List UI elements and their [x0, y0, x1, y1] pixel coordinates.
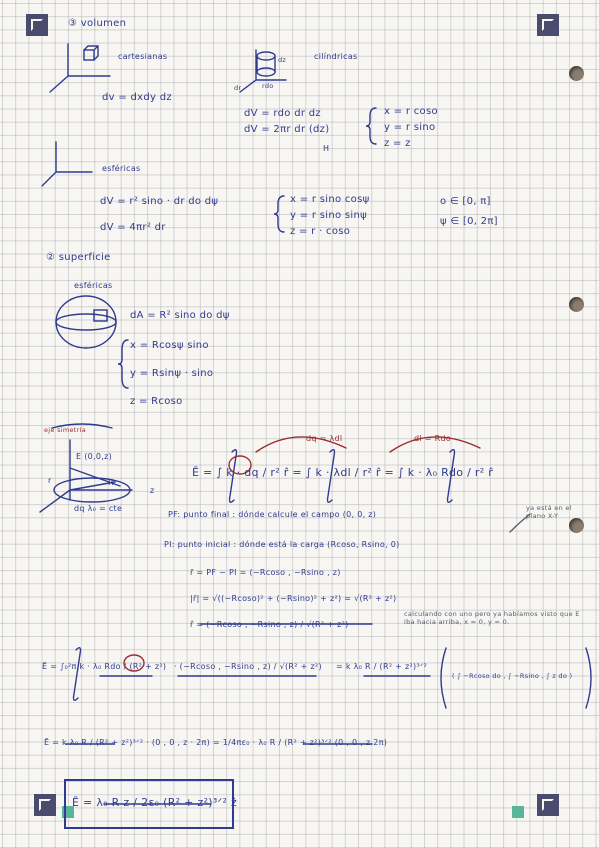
spherical-x: x = r sino cosψ [290, 194, 370, 205]
figure-R-label: R [108, 478, 114, 487]
cylindrical-x: x = r coso [384, 106, 438, 117]
figure-z-hat: z [150, 486, 155, 495]
section-superficie-title: ② superficie [46, 252, 111, 263]
cylinder-dz-label: dz [278, 56, 287, 64]
equation-e-integral-c: = k λ₀ R / (R² + z²)³ᐟ² [336, 662, 428, 671]
spherical-z: z = r · coso [290, 226, 351, 237]
equation-initial-point: PI: punto inicial : dónde está la carga (Rcoso, Rsino, 0) [164, 540, 400, 549]
spherical-dv-2: dV = 4πr² dr [100, 222, 166, 233]
surface-da: dA = R² sino do dψ [130, 310, 230, 321]
surface-x: x = Rcosψ sino [130, 340, 209, 351]
equation-r-vector: r̄ = PF − PI = (−Rcoso , −Rsino , z) [190, 568, 341, 577]
range-psi: ψ ∈ [0, 2π] [440, 216, 498, 227]
cylinder-rdo-label: rdo [262, 82, 274, 90]
equation-e-integral-a: Ē = ∫₀²π k · λ₀ Rdo / (R² + z²) [42, 662, 167, 671]
equation-e-integral-d: ( ∫ −Rcoso do , ∫ −Rsino , ∫ z do ) [452, 672, 573, 680]
cylindrical-dv-2: dV = 2πr dr (dz) [244, 124, 330, 135]
cylindrical-z: z = z [384, 138, 411, 149]
equation-e-result: Ē = k λ₀ R / (R² + z²)³ᐟ² · (0 , 0 , z · 2π) = 1/4πε₀ · λ₀ R / (R² + z²)³ᐟ² (0 , 0 , z 2π) [44, 738, 388, 747]
cylinder-dr-label: dr [234, 84, 242, 92]
spherical-y: y = r sino sinψ [290, 210, 367, 221]
figure-r-label: r [48, 476, 52, 485]
annotation-dl: dl = Rdo [414, 434, 452, 443]
equation-e-field-integral: Ē = ∫ k · dq / r² r̂ = ∫ k · λdl / r² r̂ = ∫ k · λ₀ Rdo / r² r̂ [192, 466, 494, 479]
cylindrical-dv-1: dV = rdo dr dz [244, 108, 321, 119]
annotation-symmetry-note: calculando con uno pero ya habíamos visto que E iba hacia arriba, x = 0, y = 0. [404, 610, 580, 626]
surface-y: y = Rsinψ · sino [130, 368, 214, 379]
cartesian-dv: dv = dxdy dz [102, 92, 172, 103]
figure-lambda-label: dq λ₀ = cte [74, 504, 123, 513]
annotation-dq: dq = λdl [306, 434, 343, 443]
equation-e-integral-b: · (−Rcoso , −Rsino , z) / √(R² + z²) [174, 662, 322, 671]
cylindrical-label: cilíndricas [314, 52, 358, 61]
figure-symmetry-axis-label: eje simetría [44, 426, 87, 434]
equation-final-answer: Ē = λ₀ R z / 2ε₀ (R² + z²)³ᐟ² ẑ [72, 796, 238, 809]
cylindrical-y: y = r sino [384, 122, 436, 133]
spherical-dv-1: dV = r² sino · dr do dψ [100, 196, 219, 207]
equation-final-point: PF: punto final : dónde calcule el campo (0, 0, z) [168, 510, 377, 519]
cylindrical-h: H [323, 144, 330, 153]
figure-point-label: E (0,0,z) [76, 452, 113, 461]
section-volumen-title: ③ volumen [68, 18, 127, 29]
cartesian-label: cartesianas [118, 52, 168, 61]
equation-r-magnitude: |r̄| = √((−Rcoso)² + (−Rsino)² + z²) = √(R² + z²) [190, 594, 397, 603]
equation-r-hat: r̂ = (−Rcoso , −Rsino , z) / √(R² + z²) [190, 620, 349, 629]
annotation-plane-note: ya está en el plano X-Y [526, 504, 572, 520]
spherical-label: esféricas [102, 164, 141, 173]
surface-spherical-label: esféricas [74, 281, 113, 290]
range-o: o ∈ [0, π] [440, 196, 491, 207]
surface-z: z = Rcoso [130, 396, 183, 407]
